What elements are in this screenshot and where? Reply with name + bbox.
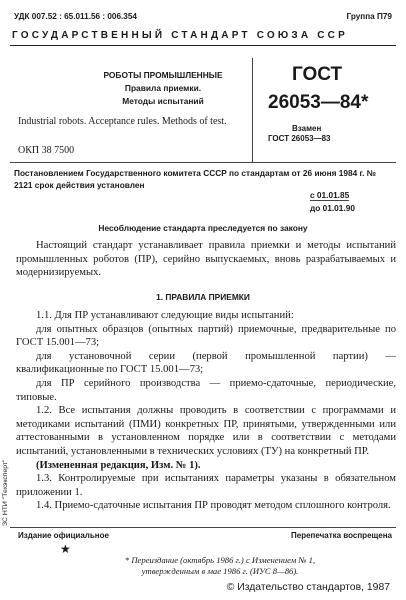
title-sub-1: Правила приемки. bbox=[124, 83, 202, 93]
state-standard-banner: ГОСУДАРСТВЕННЫЙ СТАНДАРТ СОЮЗА ССР bbox=[12, 30, 348, 41]
copyright: © Издательство стандартов, 1987 bbox=[226, 582, 390, 593]
clause-1-1: 1.1. Для ПР устанавливают следующие виды испытаний: bbox=[36, 310, 294, 321]
clause-1-3: 1.3. Контролируемые при испытаниях параметры указаны в обязательном приложении 1. bbox=[16, 473, 396, 498]
reissue-note-line-2: утвержденным в мае 1986 г. (ИУС 8—86). bbox=[141, 566, 299, 576]
intro-paragraph: Настоящий стандарт устанавливает правила приемки и методы испытаний промышленных роботов (ПР), серийно выпускаемых, вновь разрабатываемых и модернизируемых. bbox=[16, 240, 396, 279]
star-icon: ★ bbox=[60, 542, 71, 556]
title-block bbox=[88, 70, 238, 106]
validity-to: до 01.01.90 bbox=[310, 203, 355, 213]
side-stamp-text: ЗС НТИ "Техэксперт" bbox=[2, 459, 9, 526]
title-divider bbox=[252, 58, 253, 162]
side-stamp bbox=[2, 388, 14, 526]
reissue-note-line-1: * Переиздание (октябрь 1986 г.) с Изменением № 1, bbox=[124, 555, 316, 565]
replace-label: Взамен bbox=[292, 124, 322, 133]
clause-1-1-a: для опытных образцов (опытных партий) приемочные, предварительные по ГОСТ 15.001—73; bbox=[16, 323, 396, 349]
clause-1-1-b: для установочной серии (первой промышленной партии) — квалификационные по ГОСТ 15.001—73; bbox=[16, 350, 396, 376]
reprint-prohibited-label: Перепечатка воспрещена bbox=[291, 531, 392, 540]
section-body bbox=[16, 309, 396, 513]
official-edition-label: Издание официальное bbox=[18, 531, 109, 540]
gost-number: 26053—84* bbox=[268, 92, 369, 113]
validity-from: с 01.01.85 bbox=[310, 190, 350, 200]
title-sub-2: Методы испытаний bbox=[122, 96, 204, 106]
udk-code: УДК 007.52 : 65.011.56 : 006.354 bbox=[14, 12, 137, 21]
title-rule bbox=[10, 162, 396, 163]
group-code: Группа П79 bbox=[346, 12, 392, 21]
replace-value: ГОСТ 26053—83 bbox=[268, 134, 331, 143]
clause-1-2: 1.2. Все испытания должны проводить в соответствии с программами и методиками испытаний (ПМИ) конкретных ПР, принятыми, утвержденными или аттестованными в установленном порядке или в соответствии с методами испытаний, установленными в технических условиях (ТУ) на конкретный ПР. bbox=[16, 405, 396, 457]
section-heading: 1. ПРАВИЛА ПРИЕМКИ bbox=[156, 292, 250, 302]
header-rule bbox=[10, 45, 396, 46]
title-english: Industrial robots. Acceptance rules. Methods of test. bbox=[18, 116, 227, 127]
reissue-note bbox=[100, 555, 340, 577]
decree-text: Постановлением Государственного комитета СССР по стандартам от 26 июня 1984 г. № 2121 срок действия установлен bbox=[14, 168, 377, 190]
clause-1-2-edit-note: (Измененная редакция, Изм. № 1). bbox=[36, 459, 201, 471]
footer-rule bbox=[10, 527, 396, 528]
clause-1-1-c: для ПР серийного производства — приемо-сдаточные, периодические, типовые. bbox=[16, 377, 396, 403]
okp-code: ОКП 38 7500 bbox=[18, 145, 75, 156]
legal-notice: Несоблюдение стандарта преследуется по закону bbox=[98, 223, 308, 233]
title-main: РОБОТЫ ПРОМЫШЛЕННЫЕ bbox=[103, 70, 223, 80]
gost-label: ГОСТ bbox=[292, 64, 343, 85]
clause-1-4: 1.4. Приемо-сдаточные испытания ПР проводят методом сплошного контроля. bbox=[36, 500, 391, 512]
